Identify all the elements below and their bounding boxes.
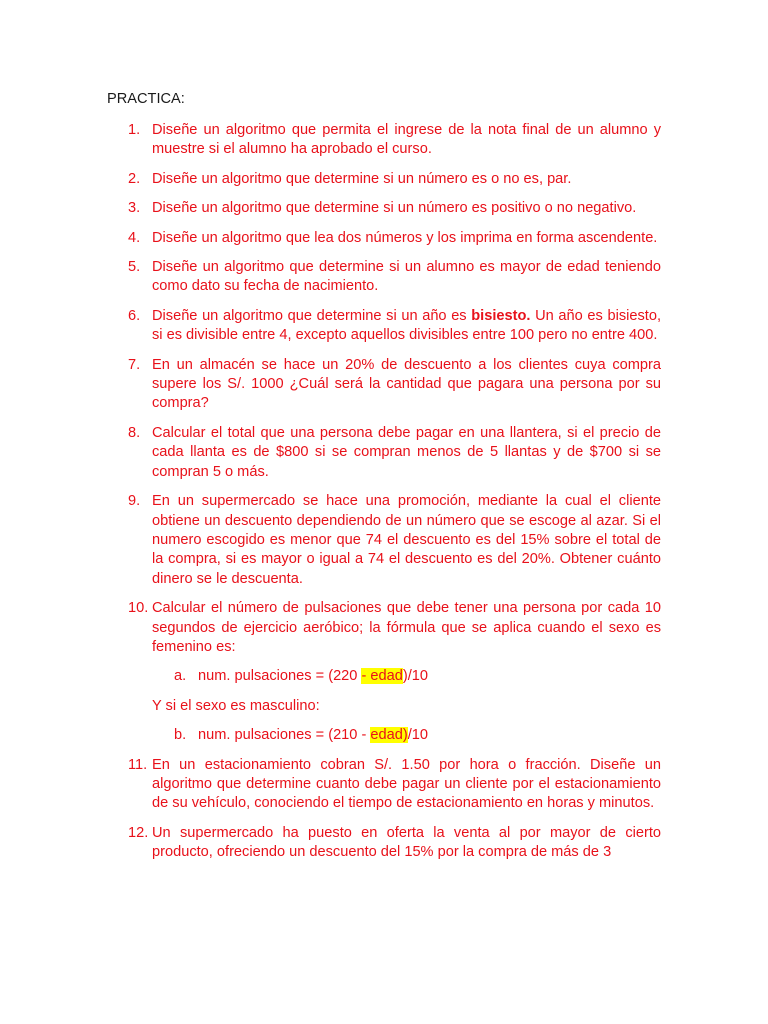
list-item xyxy=(107,307,661,346)
item-text: Diseñe un algoritmo que determine si un alumno es mayor de edad teniendo como dato su fecha de nacimiento. xyxy=(152,259,661,295)
item-number: 9. xyxy=(128,493,141,510)
list-item xyxy=(107,121,661,160)
item-number: 1. xyxy=(128,122,141,138)
highlighted-text: edad) xyxy=(370,727,408,744)
item-text: Diseñe un algoritmo que determine si un número es o no es, par. xyxy=(152,170,572,187)
item-number: 6. xyxy=(128,307,141,324)
item-text: Un supermercado ha puesto en oferta la venta al por mayor de cierto producto, ofreciendo un descuento del 15% por la compra de más de 3 xyxy=(152,824,661,861)
item-number: 5. xyxy=(128,259,141,276)
item-text xyxy=(152,307,661,346)
item-number: 4. xyxy=(128,229,141,246)
formula-text xyxy=(198,667,428,686)
item-number: 10. xyxy=(128,600,149,617)
item-text: Diseñe un algoritmo que lea dos números y los imprima en forma ascendente. xyxy=(152,229,658,246)
item-text: Calcular el total que una persona debe pagar en una llantera, si el precio de cada llanta es de $800 si se compran menos de 5 llantas y de $700 si se compran 5 o más. xyxy=(152,424,661,480)
item-number: 3. xyxy=(128,200,141,217)
formula-pre: num. pulsaciones = (220 xyxy=(198,668,362,685)
list-item xyxy=(107,170,661,189)
list-item xyxy=(107,424,661,482)
formula-male xyxy=(107,726,661,745)
list-item xyxy=(107,824,661,863)
item-text-post: Un año es bisiesto, si es divisible entre 4, excepto aquellos divisibles entre 100 pero no entre 400. xyxy=(152,307,661,344)
formula-female xyxy=(107,667,661,686)
formula-text xyxy=(198,726,428,745)
list-item xyxy=(107,356,661,414)
list-item xyxy=(107,199,661,218)
highlighted-text: - edad xyxy=(361,668,403,685)
list-item xyxy=(107,229,661,248)
item-number: 8. xyxy=(128,424,141,441)
exercise-list xyxy=(107,121,661,873)
item-text: En un estacionamiento cobran S/. 1.50 por hora o fracción. Diseñe un algoritmo que determine cuanto debe pagar un cliente por el estacionamiento de su vehículo, conociendo el tiempo de estacionamiento en horas y minutos. xyxy=(152,756,661,812)
list-item xyxy=(107,756,661,814)
item-text: En un almacén se hace un 20% de descuento a los clientes cuya compra supere los S/. 1000 ¿Cuál será la cantidad que pagara una persona por su compra? xyxy=(152,356,661,412)
formula-pre: num. pulsaciones = (210 - xyxy=(198,727,371,744)
item-text: En un supermercado se hace una promoción, mediante la cual el cliente obtiene un descuento dependiendo de un número que se escoge al azar. Si el numero escogido es menor que 74 el descuento es del 15% sobre el total de la compra, si es mayor o igual a 74 el descuento es del 20%. Obtener cuánto dinero se le descuenta. xyxy=(152,493,661,587)
sub-letter: a. xyxy=(174,668,187,685)
sub-letter: b. xyxy=(174,727,187,744)
page-heading: PRACTICA: xyxy=(107,91,185,107)
list-item xyxy=(107,599,661,657)
list-item xyxy=(107,258,661,297)
item-text-pre: Diseñe un algoritmo que determine si un año es xyxy=(152,307,472,324)
male-intro-line: Y si el sexo es masculino: xyxy=(152,697,320,714)
item-number: 7. xyxy=(128,356,141,373)
formula-post: )/10 xyxy=(402,668,429,685)
bold-term: bisiesto. xyxy=(471,307,531,324)
formula-post: /10 xyxy=(407,727,429,744)
item-number: 2. xyxy=(128,170,141,187)
item-number: 11. xyxy=(128,756,148,773)
item-number: 12. xyxy=(128,824,149,841)
list-item xyxy=(107,492,661,589)
item-text: Diseñe un algoritmo que determine si un número es positivo o no negativo. xyxy=(152,200,637,217)
item-text: Calcular el número de pulsaciones que debe tener una persona por cada 10 segundos de ejercicio aeróbico; la fórmula que se aplica cuando el sexo es femenino es: xyxy=(152,600,661,655)
item-text: Diseñe un algoritmo que permita el ingrese de la nota final de un alumno y muestre si el alumno ha aprobado el curso. xyxy=(152,122,661,158)
